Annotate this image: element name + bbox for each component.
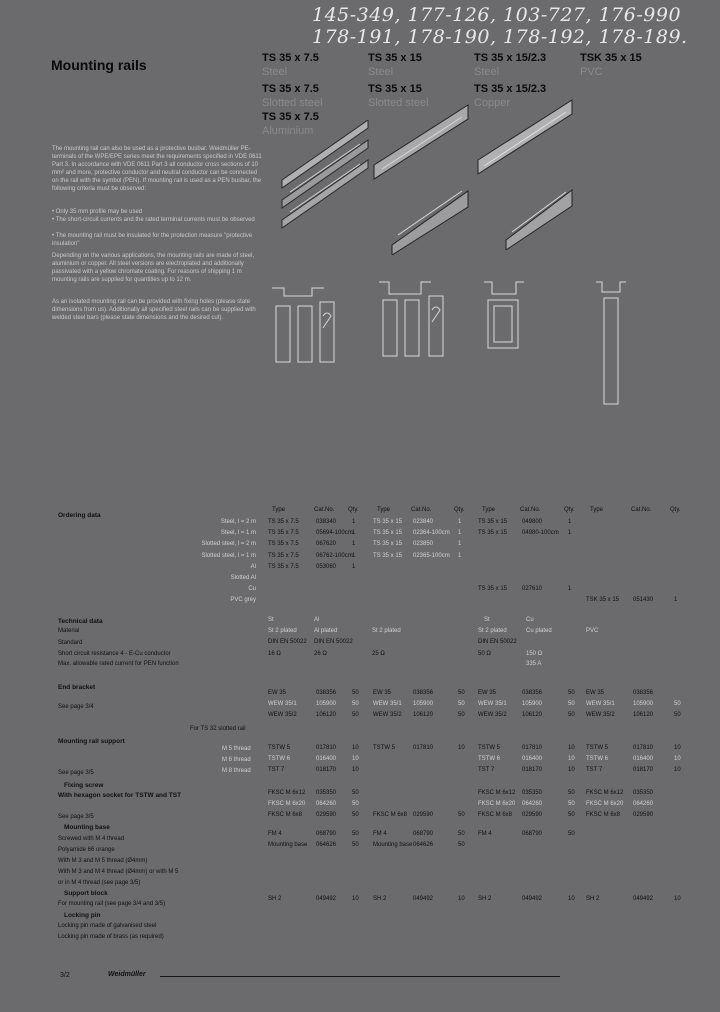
- base-catno: 068790: [413, 831, 434, 837]
- tech-finish-d: St 2 plated: [478, 628, 507, 634]
- end-bracket-type: EW 35: [373, 690, 392, 696]
- rail-photo-group-1: [280, 120, 370, 240]
- end-bracket-catno: 106120: [413, 712, 434, 718]
- fixing-catno: 064260: [316, 801, 337, 807]
- end-bracket-qty: 50: [352, 690, 359, 696]
- column-sub-steel: Steel: [262, 66, 288, 78]
- locking-line-2: Locking pin made of brass (as required): [58, 934, 164, 940]
- end-bracket-type: EW 35: [586, 690, 605, 696]
- fixing-qty: 50: [352, 801, 359, 807]
- end-bracket-catno: 106120: [316, 712, 337, 718]
- fixing-catno: 064260: [633, 801, 654, 807]
- fixing-type: FKSC M 6x8: [373, 812, 408, 818]
- tech-resistance-a: 16 Ω: [268, 651, 281, 657]
- end-bracket-type: WEW 35/2: [373, 712, 402, 718]
- base-type: FM 4: [478, 831, 492, 837]
- fixing-note: See page 3/5: [58, 814, 94, 820]
- fixing-type: FKSC M 6x8: [268, 812, 303, 818]
- support-type: TST 7: [478, 767, 495, 773]
- support-catno: 018170: [316, 767, 337, 773]
- fixing-type: FKSC M 6x20: [586, 801, 624, 807]
- ordering-catno: 053060: [316, 563, 337, 570]
- fixing-catno: 029590: [633, 812, 654, 818]
- ordering-type: TS 35 x 7.5: [268, 541, 299, 548]
- support-block-type: SH 2: [268, 896, 282, 902]
- drawing-ts-35x7.5: [268, 276, 358, 366]
- column-ts-35x7.5-aluminium: TS 35 x 7.5: [262, 111, 319, 123]
- end-bracket-note: See page 3/4: [58, 704, 94, 710]
- support-qty: 10: [352, 745, 359, 751]
- base-line-4: With M 3 and M 4 thread (Ø4mm) or with M 5: [58, 869, 179, 875]
- ordering-catno: 023850: [413, 541, 434, 548]
- end-bracket-type: WEW 35/2: [478, 712, 507, 718]
- end-bracket-catno: 106120: [522, 712, 543, 718]
- locking-line-1: Locking pin made of galvanised steel: [58, 923, 157, 929]
- support-catno: 018170: [522, 767, 543, 773]
- ordering-type: TS 35 x 7.5: [268, 530, 299, 537]
- support-catno: 016400: [633, 756, 654, 762]
- column-ts-35x7.5-slotted: TS 35 x 7.5: [262, 83, 319, 95]
- page-title: Mounting rails: [51, 57, 147, 73]
- footer-rule: [160, 976, 560, 977]
- fixing-qty: 50: [458, 812, 465, 818]
- tech-finish-c: St 2 plated: [372, 628, 401, 634]
- fixing-catno: 035350: [633, 790, 654, 796]
- support-catno: 016400: [522, 756, 543, 762]
- support-block-catno: 049492: [413, 896, 434, 902]
- support-catno: 016400: [316, 756, 337, 762]
- tech-current-e: 335 A: [526, 661, 542, 667]
- ordering-header-type: Type: [272, 507, 286, 513]
- intro-paragraph-2: Depending on the various applications, the mounting rails are made of steel, aluminium or copper. All steel versions are electroplated and additionally passivated with a yellow chromate coating. For reasons of shipping 1 m mounting rails are supplied for quantities up to 12 m.: [52, 253, 255, 283]
- end-bracket-catno: 038356: [522, 690, 543, 696]
- ordering-row-label: Slotted steel, l = 1 m: [201, 552, 256, 559]
- support-type: TSTW 6: [478, 756, 500, 762]
- tech-resistance-b: 26 Ω: [314, 651, 327, 657]
- support-type: TST 7: [268, 767, 285, 773]
- end-bracket-slotted-note: For TS 32 slotted rail: [190, 726, 246, 732]
- ordering-type: TS 35 x 15: [373, 541, 403, 548]
- end-bracket-type: WEW 35/2: [586, 712, 615, 718]
- ordering-qty: 1: [458, 541, 462, 548]
- support-type: TST 7: [586, 767, 603, 773]
- support-label-m6: M 6 thread: [222, 757, 251, 763]
- column-ts-35x15-slotted: TS 35 x 15: [368, 83, 422, 95]
- fixing-catno: 035350: [522, 790, 543, 796]
- support-qty: 10: [458, 745, 465, 751]
- support-type: TSTW 5: [478, 745, 500, 751]
- base-line-5: or in M 4 thread (see page 3/5): [58, 880, 141, 886]
- ordering-type: TS 35 x 15: [373, 519, 403, 525]
- support-qty: 10: [568, 745, 575, 751]
- ordering-type: TS 35 x 15: [373, 530, 403, 537]
- column-sub-slotted-2: Slotted steel: [368, 97, 429, 109]
- ordering-qty: 1: [674, 597, 678, 604]
- ordering-catno: 04980-100cm: [522, 530, 559, 537]
- support-qty: 10: [352, 767, 359, 773]
- support-block-qty: 10: [458, 896, 465, 902]
- support-block-qty: 10: [568, 896, 575, 902]
- tech-resistance-label: Short circuit resistance 4 - E-Cu conductor: [58, 651, 171, 657]
- fixing-type: FKSC M 6x12: [478, 790, 516, 796]
- support-qty: 10: [674, 745, 681, 751]
- support-note: See page 3/5: [58, 770, 94, 776]
- tech-material-d: Cu: [526, 617, 534, 623]
- base-catno: 068790: [316, 831, 337, 837]
- tech-finish-f: PVC: [586, 628, 599, 634]
- end-bracket-type: WEW 35/1: [268, 701, 297, 707]
- ordering-qty: 1: [352, 563, 356, 570]
- base-type: FM 4: [373, 831, 387, 837]
- tech-resistance-c: 25 Ω: [372, 651, 385, 657]
- end-bracket-qty: 50: [674, 712, 681, 718]
- base-qty: 50: [458, 831, 465, 837]
- ordering-type: TSK 35 x 15: [586, 597, 620, 604]
- ordering-heading: Ordering data: [58, 512, 101, 519]
- fixing-qty: 50: [568, 801, 575, 807]
- ordering-header-catno: Cat.No.: [631, 507, 652, 513]
- ordering-catno: 06762-100cm: [316, 552, 353, 559]
- end-bracket-type: WEW 35/2: [268, 712, 297, 718]
- fixing-subheading: With hexagon socket for TSTW and TST: [58, 792, 182, 799]
- support-qty: 10: [568, 767, 575, 773]
- ordering-qty: 1: [352, 552, 356, 559]
- base-catno: 064626: [316, 842, 337, 848]
- tech-material-b: Al: [314, 617, 320, 623]
- base-type: FM 4: [268, 831, 282, 837]
- handwritten-line-1: 145-349, 177-126, 103-727, 176-990: [312, 4, 682, 26]
- end-bracket-type: WEW 35/1: [478, 701, 507, 707]
- end-bracket-catno: 105900: [633, 701, 654, 707]
- tech-material-c: St: [484, 617, 490, 623]
- fixing-catno: 029590: [522, 812, 543, 818]
- support-block-heading: Support block: [64, 890, 108, 897]
- support-block-line-1: For mounting rail (see page 3/4 and 3/5): [58, 901, 166, 907]
- end-bracket-catno: 106120: [633, 712, 654, 718]
- support-type: TSTW 6: [586, 756, 608, 762]
- ordering-catno: 027610: [522, 586, 543, 593]
- intro-bullet-2: • The short-circuit currents and the rated terminal currents must be observed: [52, 217, 255, 223]
- end-bracket-qty: 50: [568, 701, 575, 707]
- ordering-row-label: Cu: [248, 586, 256, 593]
- end-bracket-qty: 50: [458, 690, 465, 696]
- support-label-m5: M 5 thread: [222, 746, 251, 752]
- footer-page-number: 3/2: [60, 972, 70, 979]
- support-catno: 017810: [413, 745, 434, 751]
- tech-finish-e: Cu plated: [526, 628, 552, 634]
- column-sub-steel-2: Steel: [368, 66, 394, 78]
- support-heading: Mounting rail support: [58, 738, 125, 745]
- intro-paragraph-1: The mounting rail can also be used as a protective busbar. Weidmüller PE-terminals of the WPE/EPE series meet the requirements specified in VDE 0611 Part 3. In accordance with VDE 0611 Part 3 all conductor cross sections of 10 mm² and more, protective conductor and neutral conductor can be connected on the rail with the symbol (PEN). If mounting rail is used as a PEN busbar, the following criteria must be observed:: [52, 146, 262, 192]
- ordering-qty: 1: [458, 530, 462, 537]
- ordering-type: TS 35 x 7.5: [268, 552, 299, 559]
- ordering-qty: 1: [568, 586, 572, 593]
- fixing-qty: 50: [568, 812, 575, 818]
- tech-standard-c: DIN EN 50022: [478, 639, 517, 645]
- ordering-header-type: Type: [482, 507, 496, 513]
- ordering-type: TS 35 x 15: [478, 530, 508, 537]
- fixing-type: FKSC M 6x20: [268, 801, 306, 807]
- fixing-qty: 50: [568, 790, 575, 796]
- column-ts-35x15-2.3-copper: TS 35 x 15/2.3: [474, 83, 547, 95]
- support-type: TSTW 5: [373, 745, 395, 751]
- fixing-type: FKSC M 6x8: [478, 812, 513, 818]
- support-block-qty: 10: [352, 896, 359, 902]
- intro-bullet-1: • Only 35 mm profile may be used: [52, 209, 143, 215]
- support-block-catno: 049492: [522, 896, 543, 902]
- fixing-type: FKSC M 6x12: [586, 790, 624, 796]
- end-bracket-qty: 50: [458, 712, 465, 718]
- ordering-type: TS 35 x 15: [478, 519, 508, 525]
- base-line-2: Polyamide 66 orange: [58, 847, 115, 853]
- ordering-qty: 1: [568, 519, 572, 525]
- ordering-header-catno: Cat.No.: [314, 507, 335, 513]
- end-bracket-qty: 50: [568, 690, 575, 696]
- support-catno: 017810: [633, 745, 654, 751]
- column-sub-copper: Copper: [474, 97, 511, 109]
- ordering-catno: 023840: [413, 519, 434, 525]
- column-ts-35x15-steel: TS 35 x 15: [368, 52, 422, 64]
- ordering-catno: 02364-100cm: [413, 530, 450, 537]
- tech-finish-a: St 2 plated: [268, 628, 297, 634]
- support-block-catno: 049492: [316, 896, 337, 902]
- tech-resistance-d: 50 Ω: [478, 651, 491, 657]
- fixing-type: FKSC M 6x8: [586, 812, 621, 818]
- ordering-type: TS 35 x 15: [373, 552, 403, 559]
- fixing-catno: 029590: [413, 812, 434, 818]
- support-qty: 10: [674, 756, 681, 762]
- support-block-type: SH 2: [478, 896, 492, 902]
- tech-material-a: St: [268, 617, 274, 623]
- ordering-qty: 1: [458, 552, 462, 559]
- column-sub-steel-3: Steel: [474, 66, 500, 78]
- drawing-ts-35x15: [375, 270, 465, 360]
- ordering-qty: 1: [568, 530, 572, 537]
- rail-photo-group-3: [476, 90, 576, 250]
- end-bracket-heading: End bracket: [58, 684, 96, 691]
- ordering-header-type: Type: [590, 507, 604, 513]
- ordering-catno: 049800: [522, 519, 543, 525]
- fixing-catno: 035350: [316, 790, 337, 796]
- support-qty: 10: [674, 767, 681, 773]
- ordering-type: TS 35 x 7.5: [268, 519, 299, 525]
- ordering-catno: 051430: [633, 597, 654, 604]
- rail-photo-group-2: [372, 95, 472, 255]
- drawing-tsk-35x15: [592, 268, 632, 408]
- column-ts-35x15-2.3-steel: TS 35 x 15/2.3: [474, 52, 547, 64]
- end-bracket-type: EW 35: [478, 690, 497, 696]
- support-qty: 10: [568, 756, 575, 762]
- end-bracket-qty: 50: [568, 712, 575, 718]
- footer-brand: Weidmüller: [108, 971, 146, 978]
- base-heading: Mounting base: [64, 824, 110, 831]
- ordering-row-label: Steel, l = 1 m: [220, 530, 256, 537]
- support-qty: 10: [352, 756, 359, 762]
- fixing-type: FKSC M 6x20: [478, 801, 516, 807]
- ordering-header-qty: Qty.: [564, 507, 575, 513]
- support-type: TSTW 6: [268, 756, 290, 762]
- base-line-1: Screwed with M 4 thread: [58, 836, 125, 842]
- column-ts-35x7.5-steel: TS 35 x 7.5: [262, 52, 319, 64]
- support-type: TSTW 5: [586, 745, 608, 751]
- support-block-qty: 10: [674, 896, 681, 902]
- tech-material-label: Material: [58, 628, 80, 634]
- base-qty: 50: [352, 831, 359, 837]
- end-bracket-catno: 105900: [522, 701, 543, 707]
- end-bracket-qty: 50: [674, 701, 681, 707]
- end-bracket-catno: 105900: [413, 701, 434, 707]
- ordering-qty: 1: [352, 541, 356, 548]
- support-catno: 017810: [316, 745, 337, 751]
- ordering-catno: 02365-100cm: [413, 552, 450, 559]
- tech-standard-label: Standard: [58, 640, 83, 646]
- end-bracket-catno: 038356: [413, 690, 434, 696]
- ordering-header-qty: Qty.: [454, 507, 465, 513]
- tech-resistance-e: 150 Ω: [526, 651, 543, 657]
- fixing-catno: 064260: [522, 801, 543, 807]
- intro-bullet-3: • The mounting rail must be insulated for the protection measure "protective insulation": [52, 233, 253, 247]
- locking-heading: Locking pin: [64, 912, 101, 919]
- end-bracket-type: EW 35: [268, 690, 287, 696]
- end-bracket-catno: 105900: [316, 701, 337, 707]
- base-type: Mounting base: [373, 842, 413, 848]
- support-catno: 017810: [522, 745, 543, 751]
- end-bracket-type: WEW 35/1: [586, 701, 615, 707]
- column-sub-pvc: PVC: [580, 66, 603, 78]
- ordering-row-label: Slotted Al: [230, 575, 256, 581]
- end-bracket-qty: 50: [352, 701, 359, 707]
- ordering-header-catno: Cat.No.: [411, 507, 432, 513]
- tech-standard-a: DIN EN 50022: [268, 639, 307, 645]
- ordering-header-qty: Qty.: [670, 507, 681, 513]
- base-qty: 50: [458, 842, 465, 848]
- support-block-type: SH 2: [373, 896, 387, 902]
- ordering-qty: 1: [458, 519, 462, 525]
- base-catno: 064626: [413, 842, 434, 848]
- column-sub-aluminium: Aluminium: [262, 125, 314, 137]
- fixing-catno: 029590: [316, 812, 337, 818]
- tech-finish-b: Al plated: [314, 628, 338, 634]
- ordering-qty: 1: [352, 519, 356, 525]
- end-bracket-type: WEW 35/1: [373, 701, 402, 707]
- support-label-m8: M 8 thread: [222, 768, 251, 774]
- column-tsk-35x15-pvc: TSK 35 x 15: [580, 52, 642, 64]
- ordering-header-type: Type: [377, 507, 391, 513]
- ordering-type: TS 35 x 15: [478, 586, 508, 593]
- fixing-qty: 50: [352, 790, 359, 796]
- support-block-type: SH 2: [586, 896, 600, 902]
- ordering-row-label: Steel, l = 2 m: [220, 519, 256, 525]
- column-sub-slotted: Slotted steel: [262, 97, 323, 109]
- base-qty: 50: [568, 831, 575, 837]
- ordering-catno: 05694-100cm: [316, 530, 353, 537]
- ordering-catno: 067620: [316, 541, 337, 548]
- fixing-type: FKSC M 6x12: [268, 790, 306, 796]
- tech-current-label: Max. allowable rated current for PEN function: [58, 661, 179, 667]
- technical-heading: Technical data: [58, 618, 103, 625]
- ordering-row-label: Al: [250, 563, 256, 570]
- support-block-catno: 049492: [633, 896, 654, 902]
- base-type: Mounting base: [268, 842, 308, 848]
- ordering-row-label: Slotted steel, l = 2 m: [201, 541, 256, 548]
- base-line-3: With M 3 and M 5 thread (Ø4mm): [58, 858, 148, 864]
- intro-paragraph-3: As an isolated mounting rail can be provided with fixing holes (please state dimensions from us). Additionally all specified steel rails can be supplied with welded steel bars (please state dimensions and the desired cut).: [52, 299, 256, 321]
- end-bracket-qty: 50: [458, 701, 465, 707]
- base-qty: 50: [352, 842, 359, 848]
- ordering-catno: 038340: [316, 519, 337, 525]
- ordering-type: TS 35 x 7.5: [268, 563, 299, 570]
- ordering-header-catno: Cat.No.: [520, 507, 541, 513]
- tech-standard-b: DIN EN 50022: [314, 639, 353, 645]
- end-bracket-qty: 50: [352, 712, 359, 718]
- end-bracket-catno: 038356: [316, 690, 337, 696]
- ordering-row-label: PVC grey: [230, 597, 256, 604]
- base-catno: 068790: [522, 831, 543, 837]
- ordering-header-qty: Qty.: [348, 507, 359, 513]
- fixing-heading: Fixing screw: [64, 782, 104, 789]
- end-bracket-catno: 038356: [633, 690, 654, 696]
- ordering-qty: 1: [352, 530, 356, 537]
- support-catno: 018170: [633, 767, 654, 773]
- drawing-ts-35x15-2.3: [480, 268, 540, 358]
- fixing-qty: 50: [352, 812, 359, 818]
- handwritten-line-2: 178-191, 178-190, 178-192, 178-189.: [312, 26, 688, 48]
- support-type: TSTW 5: [268, 745, 290, 751]
